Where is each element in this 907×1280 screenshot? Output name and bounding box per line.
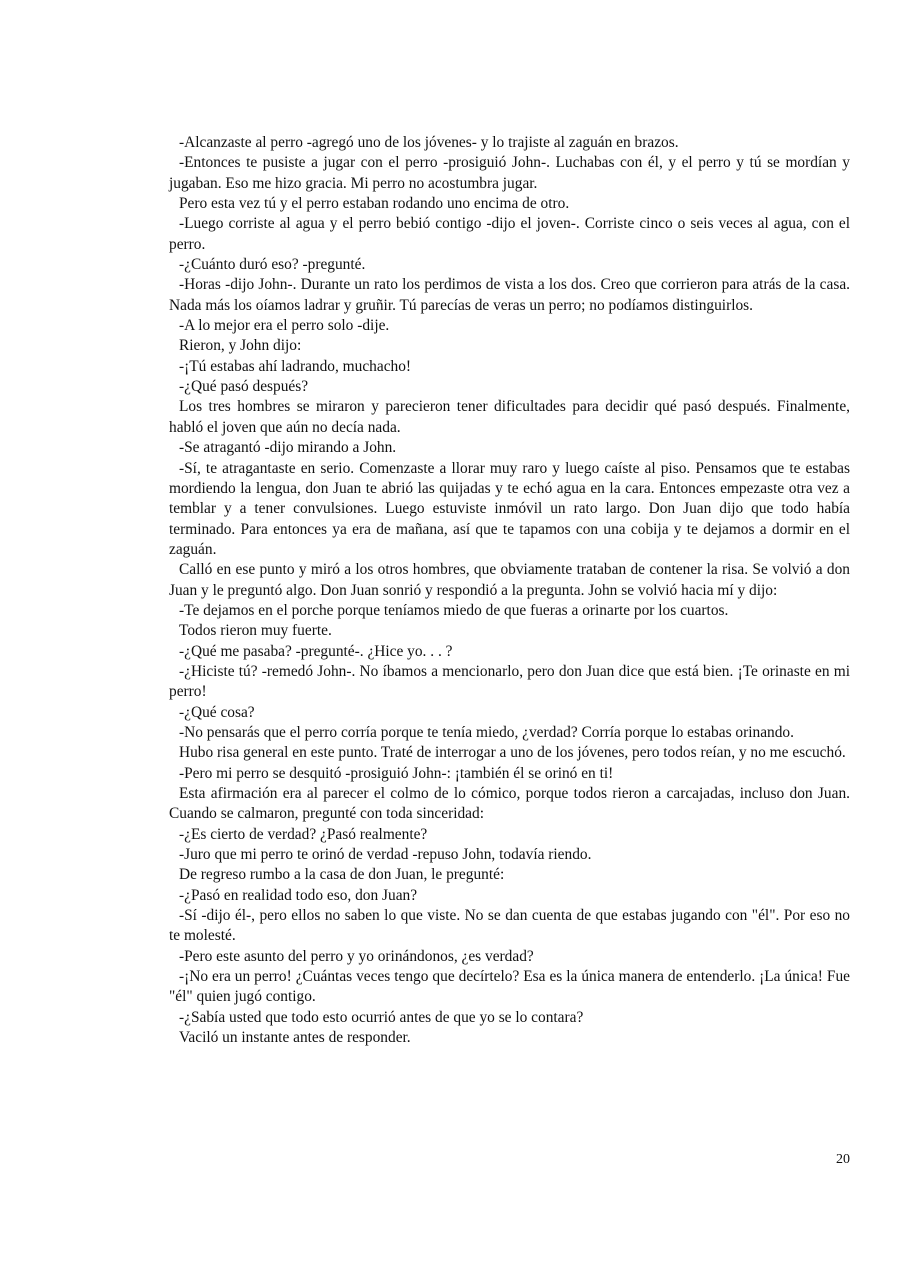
paragraph: -¿Qué cosa? — [179, 703, 255, 721]
paragraph: -Pero este asunto del perro y yo orinándonos, ¿es verdad? — [179, 947, 534, 965]
paragraph: De regreso rumbo a la casa de don Juan, le pregunté: — [179, 866, 505, 884]
paragraph: -Juro que mi perro te orinó de verdad -repuso John, todavía riendo. — [179, 846, 592, 864]
paragraph: Los tres hombres se miraron y parecieron tener dificultades para decidir qué pasó después. Finalmente, habló el joven que aún no decía nada. — [169, 398, 850, 436]
paragraph: Rieron, y John dijo: — [179, 337, 302, 355]
paragraph: -Se atragantó -dijo mirando a John. — [179, 439, 397, 457]
body-text — [169, 133, 850, 1048]
paragraph: -Sí -dijo él-, pero ellos no saben lo que viste. No se dan cuenta de que estabas jugando con "él". Por eso no te molesté. — [169, 907, 850, 945]
paragraph: -Alcanzaste al perro -agregó uno de los jóvenes- y lo trajiste al zaguán en brazos. — [179, 134, 679, 151]
paragraph: Esta afirmación era al parecer el colmo de lo cómico, porque todos rieron a carcajadas, incluso don Juan. Cuando se calmaron, pregunté con toda sinceridad: — [169, 785, 850, 823]
paragraph: -Horas -dijo John-. Durante un rato los perdimos de vista a los dos. Creo que corrieron para atrás de la casa. Nada más los oíamos ladrar y gruñir. Tú parecías de veras un perro; no podíamos distinguirlos. — [169, 276, 850, 314]
paragraph: -Luego corriste al agua y el perro bebió contigo -dijo el joven-. Corriste cinco o seis veces al agua, con el perro. — [169, 215, 850, 253]
paragraph: -Entonces te pusiste a jugar con el perro -prosiguió John-. Luchabas con él, y el perro y tú se mordían y jugaban. Eso me hizo gracia. Mi perro no acostumbra jugar. — [169, 154, 850, 192]
paragraph: -¿Es cierto de verdad? ¿Pasó realmente? — [179, 825, 428, 843]
paragraph: Calló en ese punto y miró a los otros hombres, que obviamente trataban de contener la risa. Se volvió a don Juan y le preguntó algo. Don Juan sonrió y respondió a la pregunta. John se volvió hacia mí y dijo: — [169, 561, 850, 599]
paragraph: -¡Tú estabas ahí ladrando, muchacho! — [179, 357, 412, 375]
paragraph: Todos rieron muy fuerte. — [179, 622, 332, 640]
paragraph: Hubo risa general en este punto. Traté de interrogar a uno de los jóvenes, pero todos reían, y no me escuchó. — [179, 744, 846, 762]
paragraph: -¿Cuánto duró eso? -pregunté. — [179, 256, 366, 274]
paragraph: -Pero mi perro se desquitó -prosiguió John-: ¡también él se orinó en ti! — [179, 764, 614, 782]
paragraph: -¿Pasó en realidad todo eso, don Juan? — [179, 886, 418, 904]
paragraph: -¿Hiciste tú? -remedó John-. No íbamos a mencionarlo, pero don Juan dice que está bien. ¡Te orinaste en mi perro! — [169, 662, 850, 701]
paragraph: -¡No era un perro! ¿Cuántas veces tengo que decírtelo? Esa es la única manera de entenderlo. ¡La única! Fue "él" quien jugó contigo. — [169, 968, 850, 1006]
paragraph: -No pensarás que el perro corría porque te tenía miedo, ¿verdad? Corría porque lo estabas orinando. — [179, 723, 794, 741]
paragraph: -Te dejamos en el porche porque teníamos miedo de que fueras a orinarte por los cuartos. — [179, 601, 729, 619]
paragraph: -A lo mejor era el perro solo -dije. — [179, 317, 390, 335]
paragraph: -¿Sabía usted que todo esto ocurrió antes de que yo se lo contara? — [179, 1008, 584, 1026]
paragraph: -¿Qué me pasaba? -pregunté-. ¿Hice yo. . . ? — [179, 642, 453, 660]
paragraph: Pero esta vez tú y el perro estaban rodando uno encima de otro. — [179, 195, 570, 213]
page-number: 20 — [836, 1152, 850, 1167]
paragraph: Vaciló un instante antes de responder. — [179, 1029, 411, 1047]
paragraph: -Sí, te atragantaste en serio. Comenzaste a llorar muy raro y luego caíste al piso. Pensamos que te estabas mordiendo la lengua, don Juan te abrió las quijadas y te echó agua en la cara. Entonces empezaste otra vez a temblar y a tener convulsiones. Luego estuviste inmóvil un rato largo. Don Juan dijo que todo había terminado. Para entonces ya era de mañana, así que te tapamos con una cobija y te dejamos a dormir en el zaguán. — [169, 459, 850, 558]
paragraph: -¿Qué pasó después? — [179, 378, 309, 396]
